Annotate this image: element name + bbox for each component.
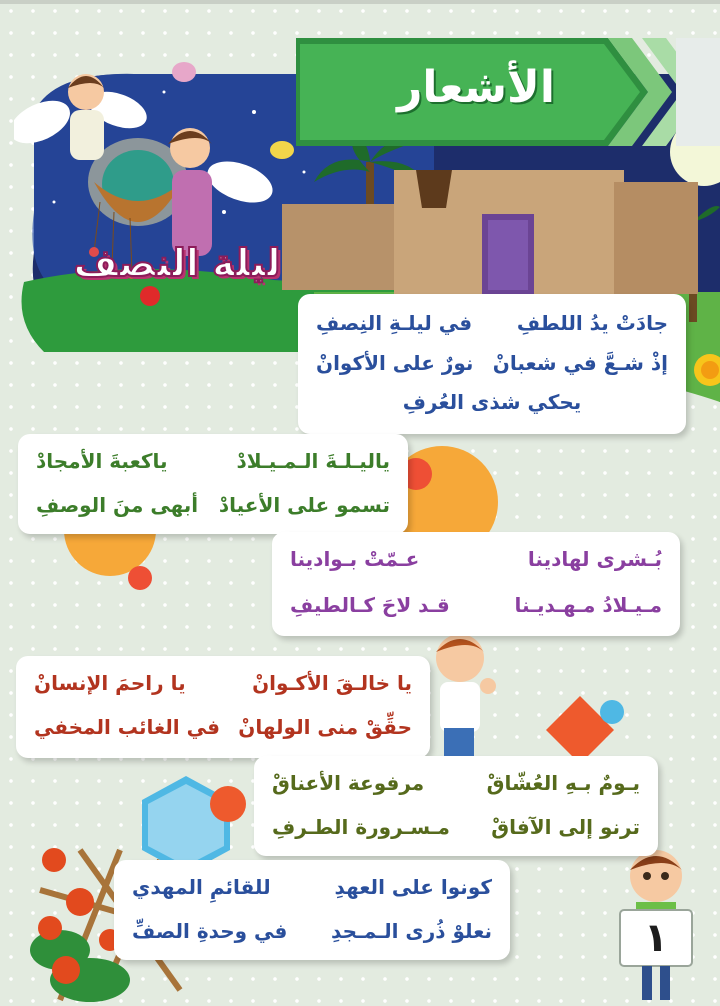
verse-hemistich-right: يا خالـقَ الأكـوانْ <box>252 671 412 695</box>
verse-hemistich-right: حقِّقْ منى الولهانْ <box>238 715 412 739</box>
stanza-card-1 <box>298 294 686 434</box>
verse-hemistich-left: مرفوعة الأعناقْ <box>272 771 425 795</box>
verse-line <box>316 308 668 338</box>
top-border <box>0 0 720 4</box>
verse-hemistich-right: بُـشرى لهادينا <box>527 547 662 571</box>
orange-half-circle-decoration <box>58 524 168 594</box>
stanza-card-3 <box>272 532 680 636</box>
header-banner <box>296 38 720 146</box>
verse-hemistich-left: في الغائب المخفي <box>34 715 220 739</box>
verse-line <box>316 390 668 420</box>
verse-hemistich-left: للقائمِ المهدي <box>132 875 271 899</box>
page-title: الأشعار <box>397 62 555 113</box>
stanza-card-6 <box>114 860 510 960</box>
verse-line <box>290 590 662 620</box>
verse-line <box>132 872 492 902</box>
verse-line <box>316 348 668 378</box>
stanza-card-5 <box>254 756 658 856</box>
verse-line <box>272 812 640 842</box>
verse-hemistich-right: كونوا على العهدِ <box>334 875 492 899</box>
verse-hemistich-left: مـسـرورة الطـرفِ <box>272 815 450 839</box>
verse-hemistich-right: مـيـلادُ مـهـديـنا <box>514 593 662 617</box>
stanza-card-4 <box>16 656 430 758</box>
verse-hemistich-right: يـومٌ بـهِ العُشّاقْ <box>486 771 640 795</box>
verse-hemistich-left: ياكعبةَ الأمجادْ <box>36 449 168 473</box>
verse-hemistich-left: في وحدةِ الصفِّ <box>132 919 288 943</box>
verse-hemistich-right: جادَتْ يدُ اللطفِ <box>516 311 668 335</box>
verse-line <box>290 544 662 574</box>
verse-line <box>34 712 412 742</box>
verse-hemistich-left: في ليلـةِ النِصفِ <box>316 311 473 335</box>
verse-hemistich-right: ياليـلـةَ الـمـيـلادْ <box>236 449 390 473</box>
verse-hemistich-right: تسمو على الأعيادْ <box>218 493 390 517</box>
verse-hemistich-right: ترنو إلى الآفاقْ <box>491 815 640 839</box>
page-number: ١ <box>643 915 669 961</box>
verse-line <box>34 668 412 698</box>
verse-single: يحكي شذى العُرفِ <box>402 390 582 414</box>
verse-hemistich-right: إذْ شـعَّ في شعبانْ <box>492 351 668 375</box>
verse-hemistich-left: عـمّتْ بـوادينا <box>290 547 420 571</box>
verse-line <box>132 916 492 946</box>
scene-title: ليلة النصف <box>73 241 281 285</box>
verse-line <box>36 446 390 476</box>
verse-hemistich-left: يا راحمَ الإنسانْ <box>34 671 186 695</box>
verse-line <box>272 768 640 798</box>
verse-hemistich-right: نعلوْ ذُرى الـمـجدِ <box>331 919 492 943</box>
verse-hemistich-left: أبهى منَ الوصفِ <box>36 493 199 517</box>
verse-hemistich-left: نورٌ على الأكوانْ <box>316 351 474 375</box>
verse-hemistich-left: قـد لاحَ كـالطيفِ <box>290 593 450 617</box>
stanza-card-2 <box>18 434 408 534</box>
boy-character <box>420 628 500 758</box>
verse-line <box>36 490 390 520</box>
